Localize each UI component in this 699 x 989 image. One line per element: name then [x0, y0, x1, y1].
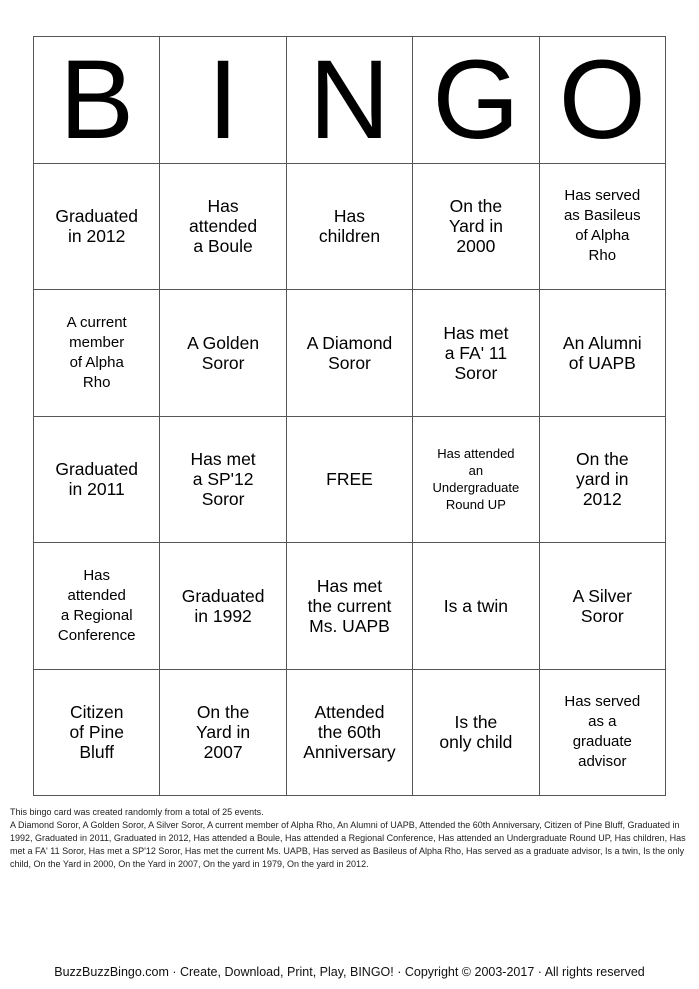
header-letter: I — [207, 37, 239, 162]
bingo-cell-text: Has served as a graduate advisor — [564, 693, 641, 771]
bingo-cell-text: A Diamond Soror — [306, 332, 393, 373]
bingo-cell — [287, 543, 413, 670]
bingo-cell — [34, 164, 160, 291]
bingo-cell — [34, 417, 160, 544]
bingo-cell — [287, 290, 413, 417]
bingo-cell — [160, 417, 286, 544]
bingo-cell — [160, 164, 286, 291]
header-letter: N — [309, 37, 390, 162]
description-summary: This bingo card was created randomly from a total of 25 events. — [10, 807, 264, 817]
bingo-cell-text: Citizen of Pine Bluff — [69, 702, 124, 763]
bingo-cell-text: On the Yard in 2000 — [448, 196, 503, 257]
bingo-cell — [287, 164, 413, 291]
bingo-cell — [413, 290, 539, 417]
header-letter-i — [160, 37, 286, 164]
bingo-cell-text: FREE — [326, 469, 373, 490]
header-letter-g — [413, 37, 539, 164]
bingo-cell-text: Graduated in 1992 — [181, 585, 265, 626]
bingo-cell-text: A Golden Soror — [187, 332, 260, 373]
site-footer: BuzzBuzzBingo.com · Create, Download, Print, Play, BINGO! · Copyright © 2003-2017 · All rights reserved — [54, 965, 645, 979]
header-letter-n — [287, 37, 413, 164]
bingo-cell-text: Graduated in 2012 — [55, 206, 139, 247]
bingo-cell-text: Attended the 60th Anniversary — [303, 702, 396, 763]
bingo-cell-text: Has met the current Ms. UAPB — [307, 575, 392, 636]
header-letter-o — [540, 37, 666, 164]
description-event-list: A Diamond Soror, A Golden Soror, A Silver Soror, A current member of Alpha Rho, An Alumni of UAPB, Attended the 60th Anniversary, Citizen of Pine Bluff, Graduated in 1992, Graduated in 2011, Graduated in 2012, Has attended a Boule, Has attended a Regional Conference, Has attended an Undergraduate Round UP, Has children, Has met a FA' 11 Soror, Has met a SP'12 Soror, Has met the current Ms. UAPB, Has served as Basileus of Alpha Rho, Has served as a graduate advisor, Is a twin, Is the only child, On the Yard in 2000, On the Yard in 2007, On the yard in 1979, On the yard in 2012. — [10, 820, 686, 869]
card-description — [10, 806, 692, 871]
bingo-cell — [160, 543, 286, 670]
bingo-cell — [413, 164, 539, 291]
bingo-cell — [287, 670, 413, 797]
header-letter: G — [432, 37, 520, 162]
header-letter-b — [34, 37, 160, 164]
header-letter: O — [558, 37, 646, 162]
bingo-cell-text: Graduated in 2011 — [55, 459, 139, 500]
bingo-cell-text: Has met a FA' 11 Soror — [443, 322, 509, 383]
bingo-cell — [540, 417, 666, 544]
bingo-cell — [413, 417, 539, 544]
free-space-cell — [287, 417, 413, 544]
bingo-cell — [160, 290, 286, 417]
bingo-cell-text: Has children — [318, 206, 381, 247]
bingo-cell — [34, 670, 160, 797]
bingo-cell — [34, 290, 160, 417]
bingo-cell-text: An Alumni of UAPB — [562, 332, 642, 373]
bingo-cell-text: On the yard in 2012 — [576, 449, 629, 510]
bingo-cell-text: Has attended an Undergraduate Round UP — [432, 446, 520, 513]
bingo-cell-text: Has attended a Boule — [189, 196, 258, 257]
header-letter: B — [59, 37, 135, 162]
bingo-cell — [540, 290, 666, 417]
bingo-cell — [540, 670, 666, 797]
bingo-cell-text: On the Yard in 2007 — [196, 702, 251, 763]
bingo-cell-text: A Silver Soror — [572, 585, 632, 626]
bingo-cell-text: Is a twin — [443, 595, 508, 616]
bingo-cell-text: Has met a SP'12 Soror — [190, 449, 256, 510]
bingo-cell — [34, 543, 160, 670]
bingo-cell-text: Is the only child — [439, 712, 513, 753]
bingo-cell — [160, 670, 286, 797]
bingo-cell-text: A current member of Alpha Rho — [66, 313, 127, 391]
bingo-cell — [413, 670, 539, 797]
bingo-cell-text: Has served as Basileus of Alpha Rho — [563, 187, 641, 265]
bingo-cell — [540, 164, 666, 291]
bingo-cell-text: Has attended a Regional Conference — [57, 566, 136, 644]
bingo-card — [33, 36, 666, 796]
bingo-cell — [540, 543, 666, 670]
bingo-cell — [413, 543, 539, 670]
